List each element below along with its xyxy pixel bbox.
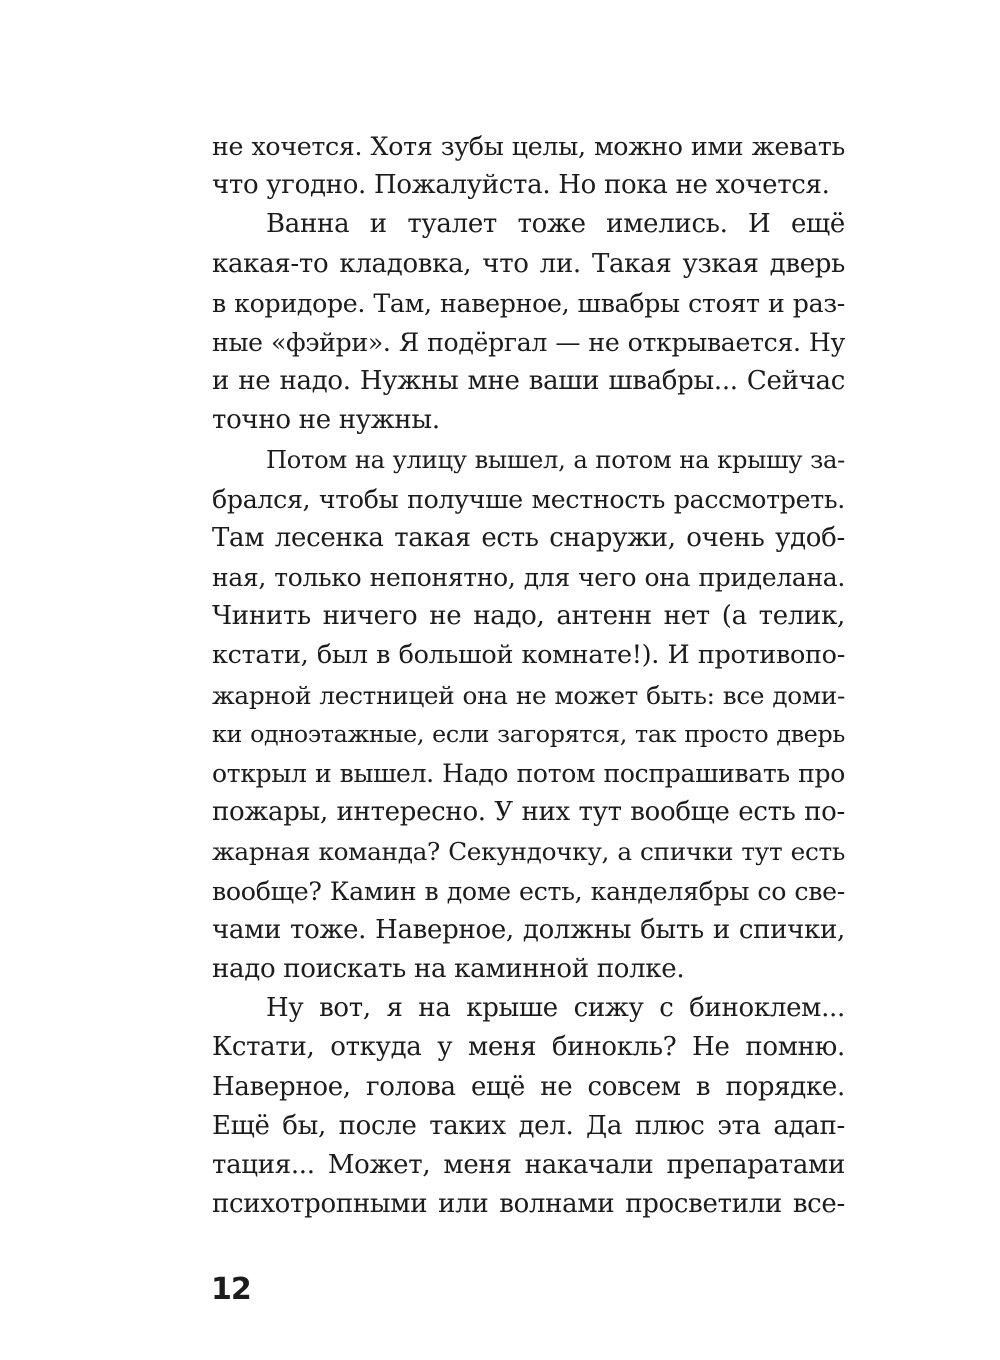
text-line: открыл и вышел. Надо потом поспрашивать про: [212, 759, 845, 788]
text-line: какая-то кладовка, что ли. Такая узкая дверь: [212, 248, 845, 279]
paragraph-first-line: Ну вот, я на крыше сижу с биноклем...: [266, 993, 845, 1024]
text-line: жарной лестницей она не может быть: все доми-: [212, 680, 845, 710]
text-line: жарная команда? Секундочку, а спички тут есть: [212, 837, 845, 867]
body-text: [212, 127, 845, 1224]
paragraph-first-line: Ванна и туалет тоже имелись. И ещё: [266, 209, 845, 240]
text-line: в коридоре. Там, наверное, швабры стоят и раз-: [212, 288, 845, 318]
text-line: Чинить ничего не надо, антенн нет (а телик,: [212, 601, 845, 632]
text-line: брался, чтобы получше местность рассмотреть.: [212, 484, 845, 514]
text-line: тация... Может, меня накачали препаратами: [212, 1149, 845, 1180]
text-line: пожары, интересно. У них тут вообще есть по-: [212, 797, 845, 828]
text-line: ки одноэтажные, если загорятся, так просто дверь: [212, 719, 845, 748]
text-line: надо поискать на каминной полке.: [212, 953, 685, 984]
text-line: вообще? Камин в доме есть, канделябры со све-: [212, 876, 845, 906]
text-line: Там лесенка такая есть снаружи, очень удоб-: [212, 522, 845, 553]
text-line: Кстати, откуда у меня бинокль? Не помню.: [212, 1032, 845, 1063]
text-line: Ещё бы, после таких дел. Да плюс эта адап-: [212, 1110, 845, 1141]
paragraph-first-line: Потом на улицу вышел, а потом на крышу за-: [266, 445, 845, 474]
page-number: 12: [211, 1272, 251, 1307]
text-line: точно не нужны.: [212, 405, 440, 436]
text-line: и не надо. Нужны мне ваши швабры... Сейчас: [212, 366, 845, 397]
text-line: психотропными или волнами просветили все-: [212, 1189, 845, 1220]
text-line: что угодно. Пожалуйста. Но пока не хочется.: [212, 170, 830, 201]
text-line: Наверное, голова ещё не совсем в порядке.: [212, 1071, 845, 1102]
text-line: ные «фэйри». Я подёргал — не открывается. Ну: [212, 327, 845, 357]
text-line: чами тоже. Наверное, должны быть и спички,: [212, 914, 845, 945]
text-line: кстати, был в большой комнате!). И противопо-: [212, 640, 845, 671]
text-line: не хочется. Хотя зубы целы, можно ими жевать: [212, 132, 845, 161]
text-line: ная, только непонятно, для чего она приделана.: [212, 563, 845, 593]
